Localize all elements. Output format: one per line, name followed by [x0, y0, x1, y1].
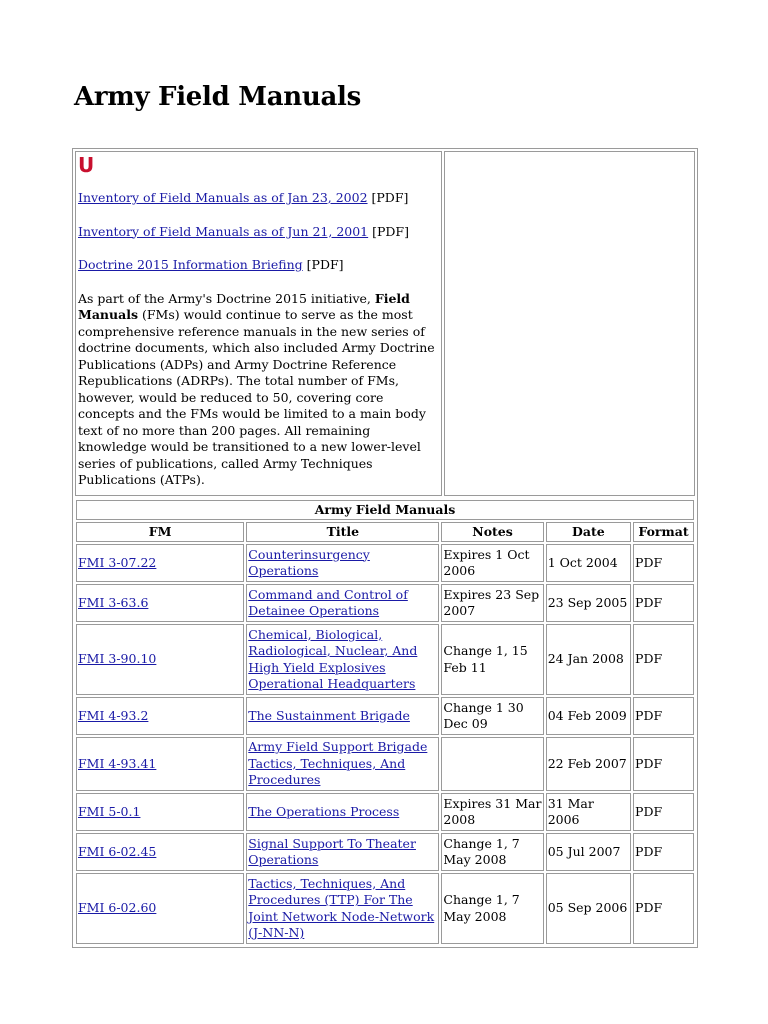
pdf-label: [PDF] — [367, 190, 409, 205]
title-link[interactable]: The Sustainment Brigade — [248, 707, 410, 723]
logo-u-icon: U — [78, 153, 95, 177]
notes-cell: Change 1, 15 Feb 11 — [441, 624, 543, 695]
field-manuals-table — [74, 498, 696, 946]
date-cell: 1 Oct 2004 — [546, 544, 631, 582]
date-cell: 05 Sep 2006 — [546, 873, 631, 944]
format-cell: PDF — [633, 544, 694, 582]
date-cell: 24 Jan 2008 — [546, 624, 631, 695]
column-header-title: Title — [246, 522, 439, 542]
intro-text-rest: (FMs) would continue to serve as the most comprehensive reference manuals in the new series of doctrine documents, which also included Army Doctrine Publications (ADPs) and Army Doctrine Reference Republications (ADRPs). The total number of FMs, however, would be reduced to 50, covering core concepts and the FMs would be limited to a main body text of no more than 200 pages. All remaining knowledge would be transitioned to a new lower-level series of publications, called Army Techniques Publications (ATPs). — [78, 307, 435, 487]
title-cell — [246, 833, 439, 871]
fm-link[interactable]: FMI 3-90.10 — [78, 651, 157, 667]
table-row — [76, 873, 694, 944]
notes-cell: Expires 1 Oct 2006 — [441, 544, 543, 582]
fm-cell — [76, 833, 244, 871]
title-cell — [246, 697, 439, 735]
notes-cell: Expires 23 Sep 2007 — [441, 584, 543, 622]
fm-link[interactable]: FMI 4-93.41 — [78, 755, 157, 771]
date-cell: 23 Sep 2005 — [546, 584, 631, 622]
fm-link[interactable]: FMI 3-63.6 — [78, 594, 149, 610]
page-title: Army Field Manuals — [74, 82, 361, 112]
title-cell — [246, 624, 439, 695]
title-link[interactable]: The Operations Process — [248, 803, 400, 819]
fm-cell — [76, 793, 244, 831]
column-header-fm: FM — [76, 522, 244, 542]
date-cell: 22 Feb 2007 — [546, 737, 631, 791]
title-cell — [246, 544, 439, 582]
date-cell: 04 Feb 2009 — [546, 697, 631, 735]
fm-link[interactable]: FMI 3-07.22 — [78, 554, 157, 570]
title-link[interactable]: Command and Control of Detainee Operations — [248, 586, 408, 618]
title-link[interactable]: Chemical, Biological, Radiological, Nuclear, And High Yield Explosives Operational Headquarters — [248, 626, 418, 691]
intro-cell — [75, 151, 442, 496]
table-row — [76, 544, 694, 582]
notes-cell: Expires 31 Mar 2008 — [441, 793, 543, 831]
fm-link[interactable]: FMI 5-0.1 — [78, 803, 141, 819]
fm-cell — [76, 697, 244, 735]
fm-cell — [76, 584, 244, 622]
table-row — [76, 833, 694, 871]
format-cell: PDF — [633, 793, 694, 831]
inventory-2002-link[interactable]: Inventory of Field Manuals as of Jan 23, 2002 — [78, 190, 368, 205]
title-link[interactable]: Army Field Support Brigade Tactics, Techniques, And Procedures — [248, 739, 428, 788]
pdf-label: [PDF] — [302, 257, 344, 272]
intro-link-row — [78, 190, 439, 207]
fm-cell — [76, 624, 244, 695]
fm-link[interactable]: FMI 4-93.2 — [78, 707, 149, 723]
notes-cell: Change 1, 7 May 2008 — [441, 873, 543, 944]
intro-link-row — [78, 224, 439, 241]
table-caption: Army Field Manuals — [76, 500, 694, 520]
table-row — [76, 793, 694, 831]
intro-link-row — [78, 257, 439, 274]
title-cell — [246, 873, 439, 944]
title-cell — [246, 737, 439, 791]
format-cell: PDF — [633, 737, 694, 791]
column-header-format: Format — [633, 522, 694, 542]
format-cell: PDF — [633, 873, 694, 944]
notes-cell: Change 1 30 Dec 09 — [441, 697, 543, 735]
column-header-date: Date — [546, 522, 631, 542]
title-link[interactable]: Counterinsurgency Operations — [248, 546, 370, 578]
fm-cell — [76, 737, 244, 791]
doctrine-briefing-link[interactable]: Doctrine 2015 Information Briefing — [78, 257, 303, 272]
format-cell: PDF — [633, 833, 694, 871]
table-row — [76, 737, 694, 791]
title-cell — [246, 584, 439, 622]
format-cell: PDF — [633, 624, 694, 695]
intro-text-bold: Field Manuals — [78, 290, 410, 322]
table-row — [76, 624, 694, 695]
fm-link[interactable]: FMI 6-02.45 — [78, 843, 157, 859]
intro-text-start: As part of the Army's Doctrine 2015 initiative, — [78, 290, 375, 306]
inventory-2001-link[interactable]: Inventory of Field Manuals as of Jun 21, 2001 — [78, 223, 369, 239]
fm-link[interactable]: FMI 6-02.60 — [78, 900, 157, 916]
intro-paragraph — [78, 291, 439, 489]
date-cell: 31 Mar 2006 — [546, 793, 631, 831]
date-cell: 05 Jul 2007 — [546, 833, 631, 871]
title-link[interactable]: Signal Support To Theater Operations — [248, 835, 416, 867]
content-table — [72, 148, 698, 948]
notes-cell — [441, 737, 543, 791]
fm-cell — [76, 544, 244, 582]
column-header-notes: Notes — [441, 522, 543, 542]
pdf-label: [PDF] — [368, 223, 409, 239]
title-cell — [246, 793, 439, 831]
notes-cell: Change 1, 7 May 2008 — [441, 833, 543, 871]
table-row — [76, 584, 694, 622]
title-link[interactable]: Tactics, Techniques, And Procedures (TTP) For The Joint Network Node-Network (J-NN-N) — [248, 875, 435, 940]
format-cell: PDF — [633, 697, 694, 735]
blank-cell — [444, 151, 695, 496]
format-cell: PDF — [633, 584, 694, 622]
fm-cell — [76, 873, 244, 944]
table-row — [76, 697, 694, 735]
